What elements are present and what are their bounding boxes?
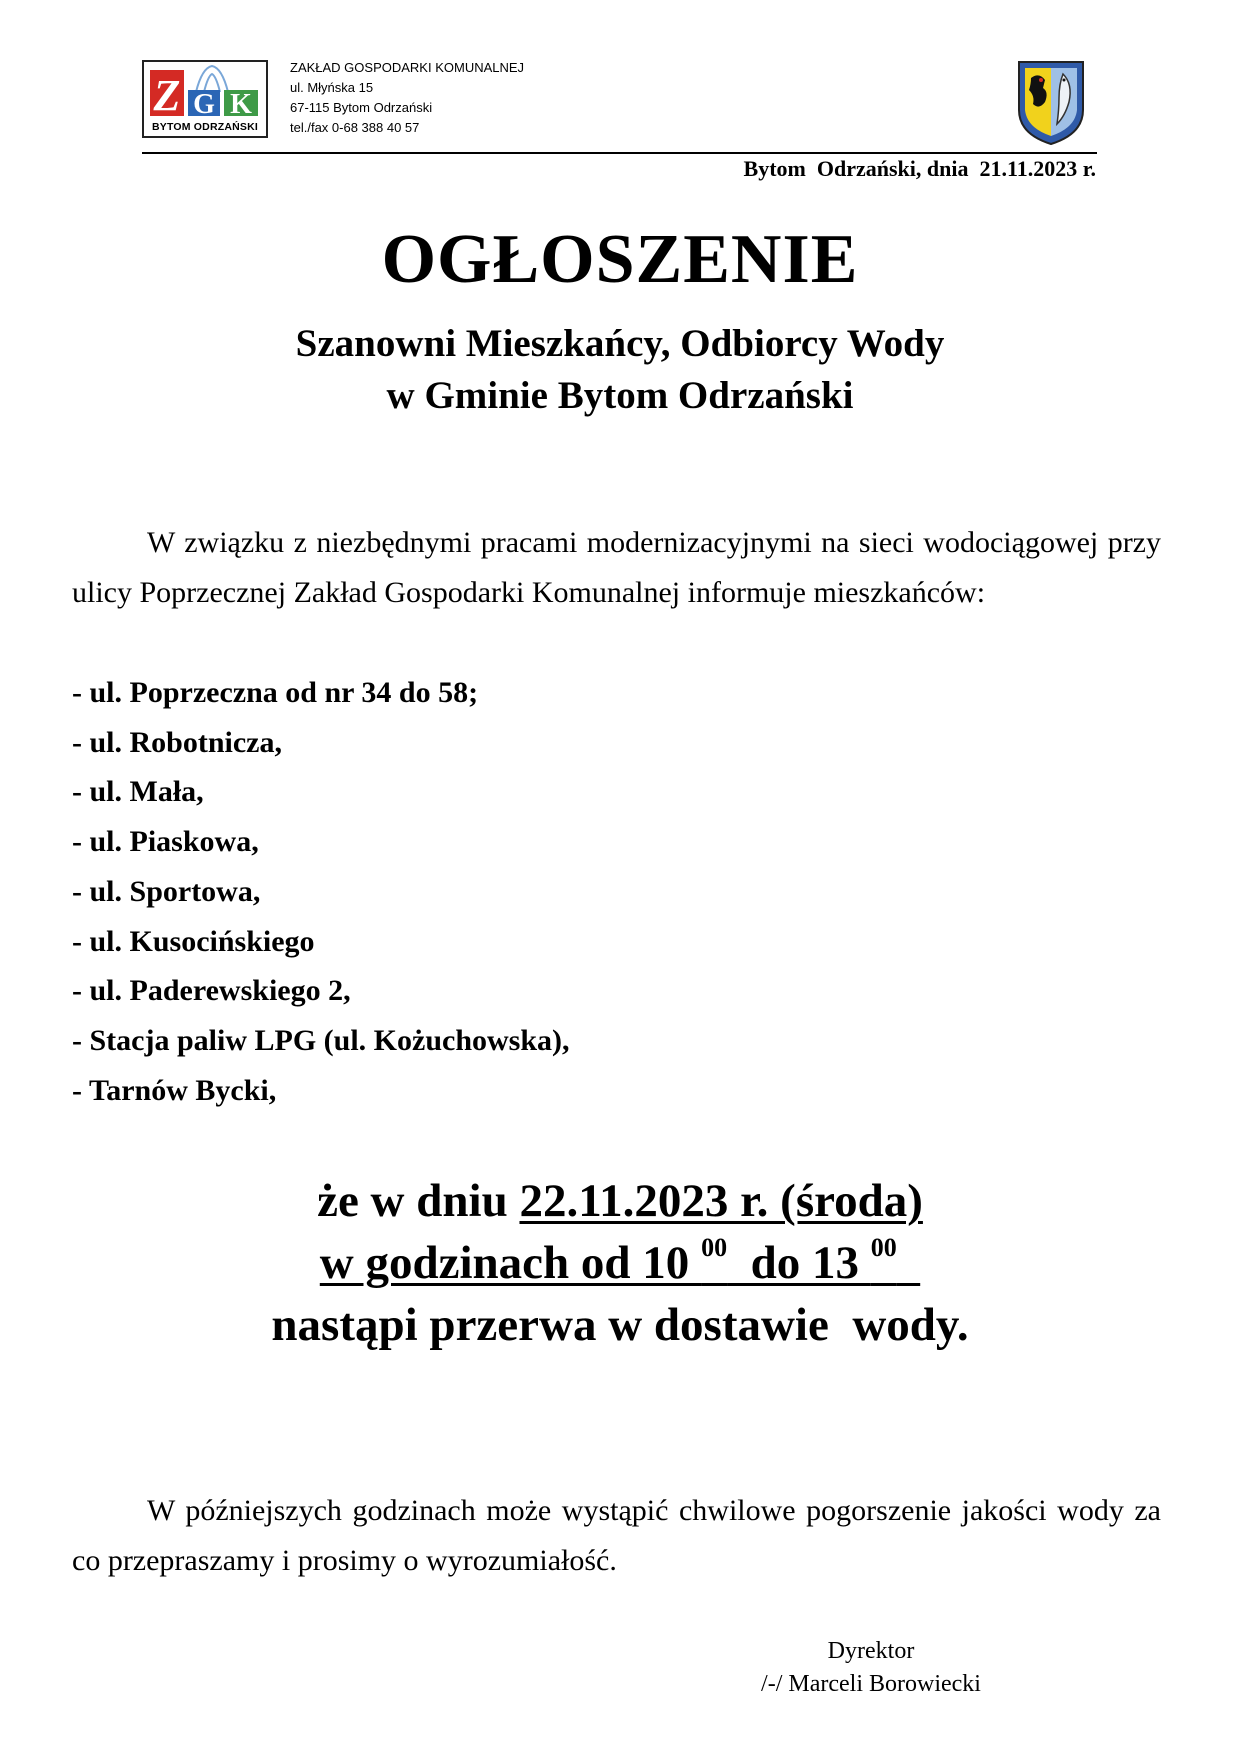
list-item: - ul. Piaskowa, [72,825,259,859]
list-item: - ul. Poprzeczna od nr 34 do 58; [72,676,479,709]
logo-city-label: BYTOM ODRZAŃSKI [151,121,259,133]
company-phone: tel./fax 0-68 388 40 57 [290,120,420,135]
list-item: - ul. Robotnicza, [72,725,282,759]
zgk-logo-icon [144,62,266,122]
notice-hours-line [0,1232,1240,1294]
list-item: - Tarnów Bycki, [72,1073,277,1107]
intro-paragraph: W związku z niezbędnymi pracami modernizacyjnymi na sieci wodociągowej przy ulicy Poprzecznej Zakład Gospodarki Komunalnej informuje mieszkańców: [72,526,1161,609]
logo-letter-z: Z [153,71,181,120]
notice-hours [319,1233,920,1289]
list-item: - ul. Mała, [72,775,204,809]
company-city: 67-115 Bytom Odrzański [290,100,433,115]
list-item: - ul. Sportowa, [72,874,261,908]
company-block [290,58,524,138]
list-item: - ul. Kusocińskiego [72,924,315,958]
hours-mid: do 13 [727,1237,871,1289]
document-date: Bytom Odrzański, dnia 21.11.2023 r. [743,156,1096,181]
streets-list [72,668,570,1115]
notice-date-line [0,1170,1240,1232]
logo-letter-k: K [230,89,252,120]
subtitle [0,318,1240,422]
notice-prefix: że w dniu [317,1175,520,1227]
signature-name: /-/ Marceli Borowiecki [761,1671,981,1697]
signature-role: Dyrektor [827,1638,915,1664]
hours-prefix: w godzinach od 10 [319,1237,702,1289]
company-street: ul. Młyńska 15 [290,80,374,95]
header-rule [142,152,1097,154]
zgk-logo [142,60,268,138]
coat-of-arms-icon [1015,58,1087,148]
page-title: OGŁOSZENIE [381,221,859,298]
hours-start-minutes: 00 [701,1233,728,1262]
subtitle-line: w Gminie Bytom Odrzański [386,374,854,417]
logo-letter-g: G [193,89,215,120]
notice-date: 22.11.2023 r. (środa) [519,1175,923,1227]
signature-block [736,1635,1006,1701]
hours-end-minutes: 00 [870,1233,897,1262]
notice-outage-line: nastąpi przerwa w dostawie wody. [271,1299,969,1351]
closing-paragraph: W późniejszych godzinach może wystąpić chwilowe pogorszenie jakości wody za co przepraszamy i prosimy o wyrozumiałość. [72,1494,1161,1577]
outage-notice [0,1170,1240,1356]
subtitle-line: Szanowni Mieszkańcy, Odbiorcy Wody [295,322,945,365]
list-item: - ul. Paderewskiego 2, [72,974,351,1008]
company-name: ZAKŁAD GOSPODARKI KOMUNALNEJ [290,60,525,75]
list-item: - Stacja paliw LPG (ul. Kożuchowska), [72,1023,570,1057]
letterhead [142,58,1097,154]
